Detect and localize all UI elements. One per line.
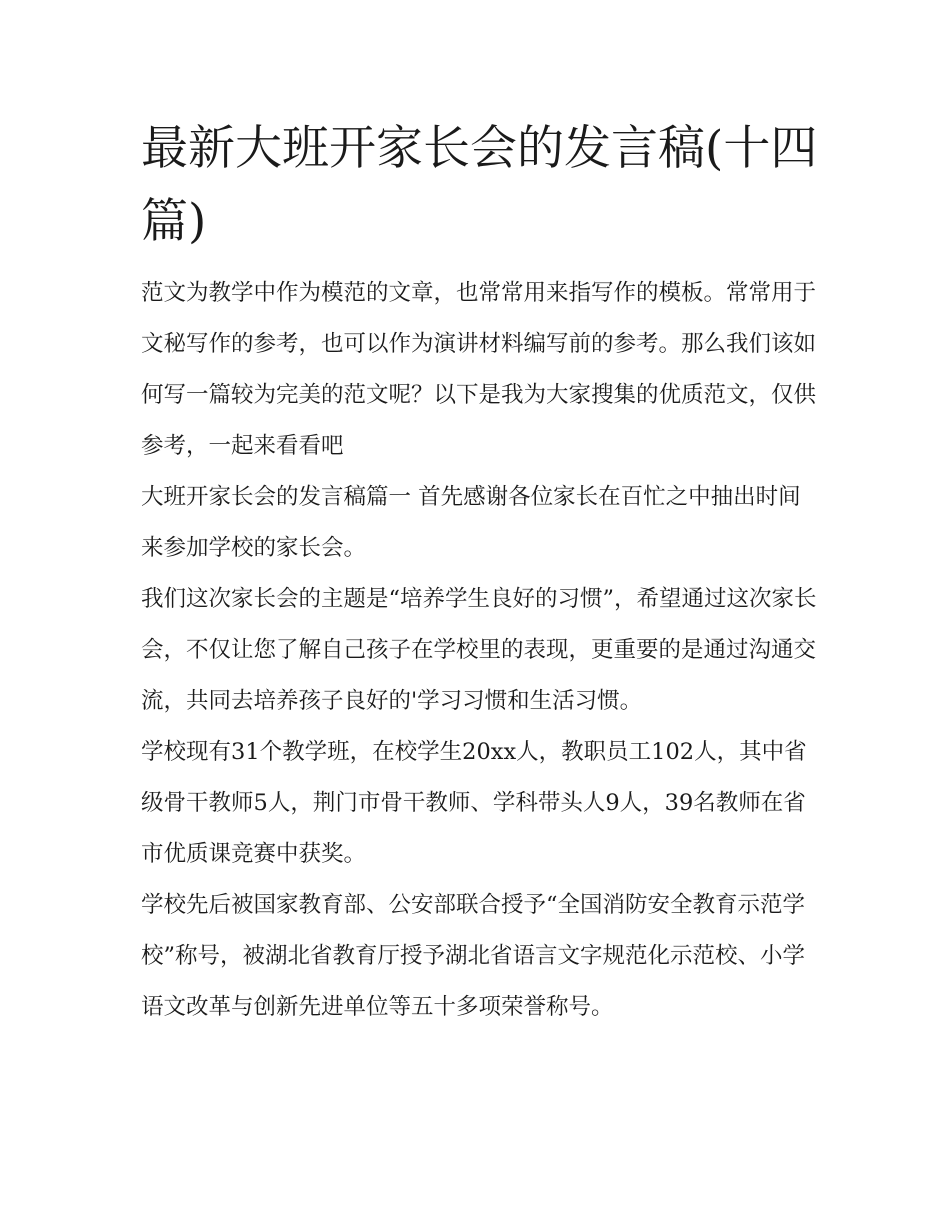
- paragraph-theme: 我们这次家长会的主题是“培养学生良好的习惯”，希望通过这次家长会，不仅让您了解自己孩子在学校里的表现，更重要的是通过沟通交流，共同去培养孩子良好的'学习习惯和生活习惯。: [141, 586, 817, 714]
- paragraph-honors: 学校先后被国家教育部、公安部联合授予“全国消防安全教育示范学校”称号，被湖北省教育厅授予湖北省语言文字规范化示范校、小学语文改革与创新先进单位等五十多项荣誉称号。: [141, 892, 806, 1020]
- document-body: [141, 112, 821, 1033]
- paragraph-intro: 范文为教学中作为模范的文章，也常常用来指写作的模板。常常用于文秘写作的参考，也可以作为演讲材料编写前的参考。那么我们该如何写一篇较为完美的范文呢？以下是我为大家搜集的优质范文，仅供参考，一起来看看吧: [141, 280, 817, 459]
- document-title: 最新大班开家长会的发言稿(十四篇): [141, 121, 818, 249]
- paragraph-opening: 大班开家长会的发言稿篇一 首先感谢各位家长在百忙之中抽出时间来参加学校的家长会。: [141, 484, 801, 561]
- paragraph-school-stats: 学校现有31个教学班，在校学生20xx人，教职员工102人，其中省级骨干教师5人，荆门市骨干教师、学科带头人9人，39名教师在省市优质课竞赛中获奖。: [141, 739, 807, 867]
- title-block: [141, 112, 821, 258]
